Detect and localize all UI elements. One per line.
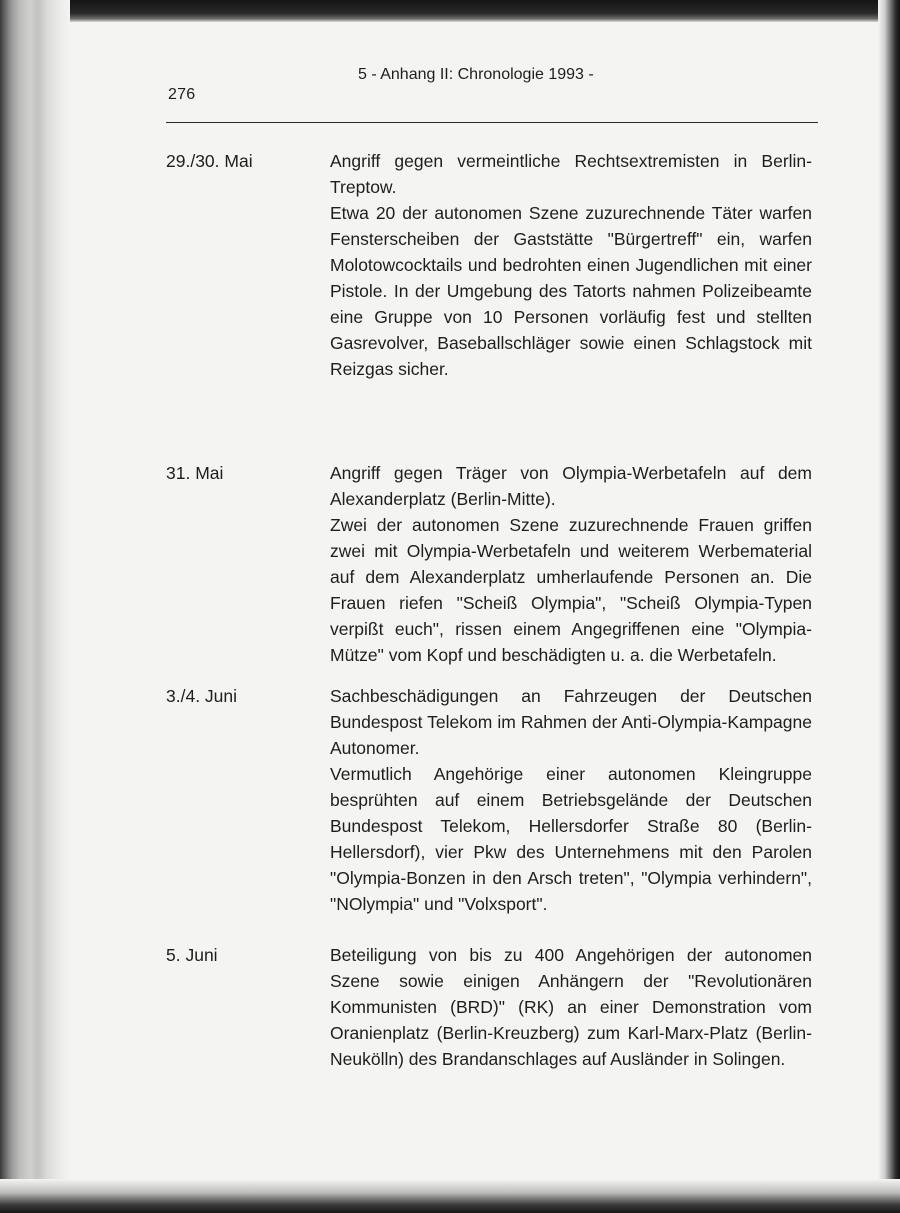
entry-text: Vermutlich Angehörige einer autonomen Kleingruppe besprühten auf einem Betriebsgelände der Deutschen Bundespost Telekom, Hellersdorfer Straße 80 (Berlin-Hellersdorf), vier Pkw des Unternehmens mit den Parolen "Olympia-Bonzen in den Arsch treten", "Olympia verhindern", "NOlympia" und "Volxsport".: [330, 764, 812, 914]
book-binding-edge: [0, 0, 70, 1213]
entry-date: 3./4. Juni: [166, 686, 238, 706]
entry-body: [330, 942, 812, 1072]
page-number: 276: [168, 86, 196, 103]
entry-body: [330, 148, 812, 382]
scan-top-edge: [0, 0, 900, 22]
entry-title: Angriff gegen Träger von Olympia-Werbetafeln auf dem Alexanderplatz (Berlin-Mitte).: [330, 463, 812, 509]
entry-title: Sachbeschädigungen an Fahrzeugen der Deutschen Bundespost Telekom im Rahmen der Anti-Olympia-Kampagne Autonomer.: [330, 686, 812, 758]
entry-date: 31. Mai: [166, 463, 224, 483]
entry-title: Beteiligung von bis zu 400 Angehörigen der autonomen Szene sowie einigen Anhängern der "Revolutionären Kommunisten (BRD)" (RK) an einer Demonstration vom Oranienplatz (Berlin-Kreuzberg) zum Karl-Marx-Platz (Berlin-Neukölln) des Brandanschlages auf Ausländer in Solingen.: [330, 945, 812, 1069]
entry-text: Etwa 20 der autonomen Szene zuzurechnende Täter warfen Fensterscheiben der Gaststätte "Bürgertreff" ein, warfen Molotowcocktails und bedrohten einen Jugendlichen mit einer Pistole. In der Umgebung des Tatorts nahmen Polizeibeamte eine Gruppe von 10 Personen vorläufig fest und stellten Gasrevolver, Baseballschläger sowie einen Schlagstock mit Reizgas sicher.: [330, 203, 812, 379]
entry-date: 29./30. Mai: [166, 151, 253, 171]
scan-right-edge: [878, 0, 900, 1213]
entry-body: [330, 683, 812, 917]
entry-text: Zwei der autonomen Szene zuzurechnende Frauen griffen zwei mit Olympia-Werbetafeln und weiterem Werbematerial auf dem Alexanderplatz umherlaufende Personen an. Die Frauen riefen "Scheiß Olympia", "Scheiß Olympia-Typen verpißt euch", rissen einem Angegriffenen eine "Olympia-Mütze" vom Kopf und beschädigten u. a. die Werbetafeln.: [330, 515, 812, 665]
entry-date: 5. Juni: [166, 945, 218, 965]
running-head: 5 - Anhang II: Chronologie 1993 -: [358, 66, 594, 83]
entry-body: [330, 460, 812, 668]
header-rule: [166, 122, 818, 123]
entry-title: Angriff gegen vermeintliche Rechtsextremisten in Berlin-Treptow.: [330, 151, 812, 197]
scan-bottom-edge: [0, 1179, 900, 1213]
